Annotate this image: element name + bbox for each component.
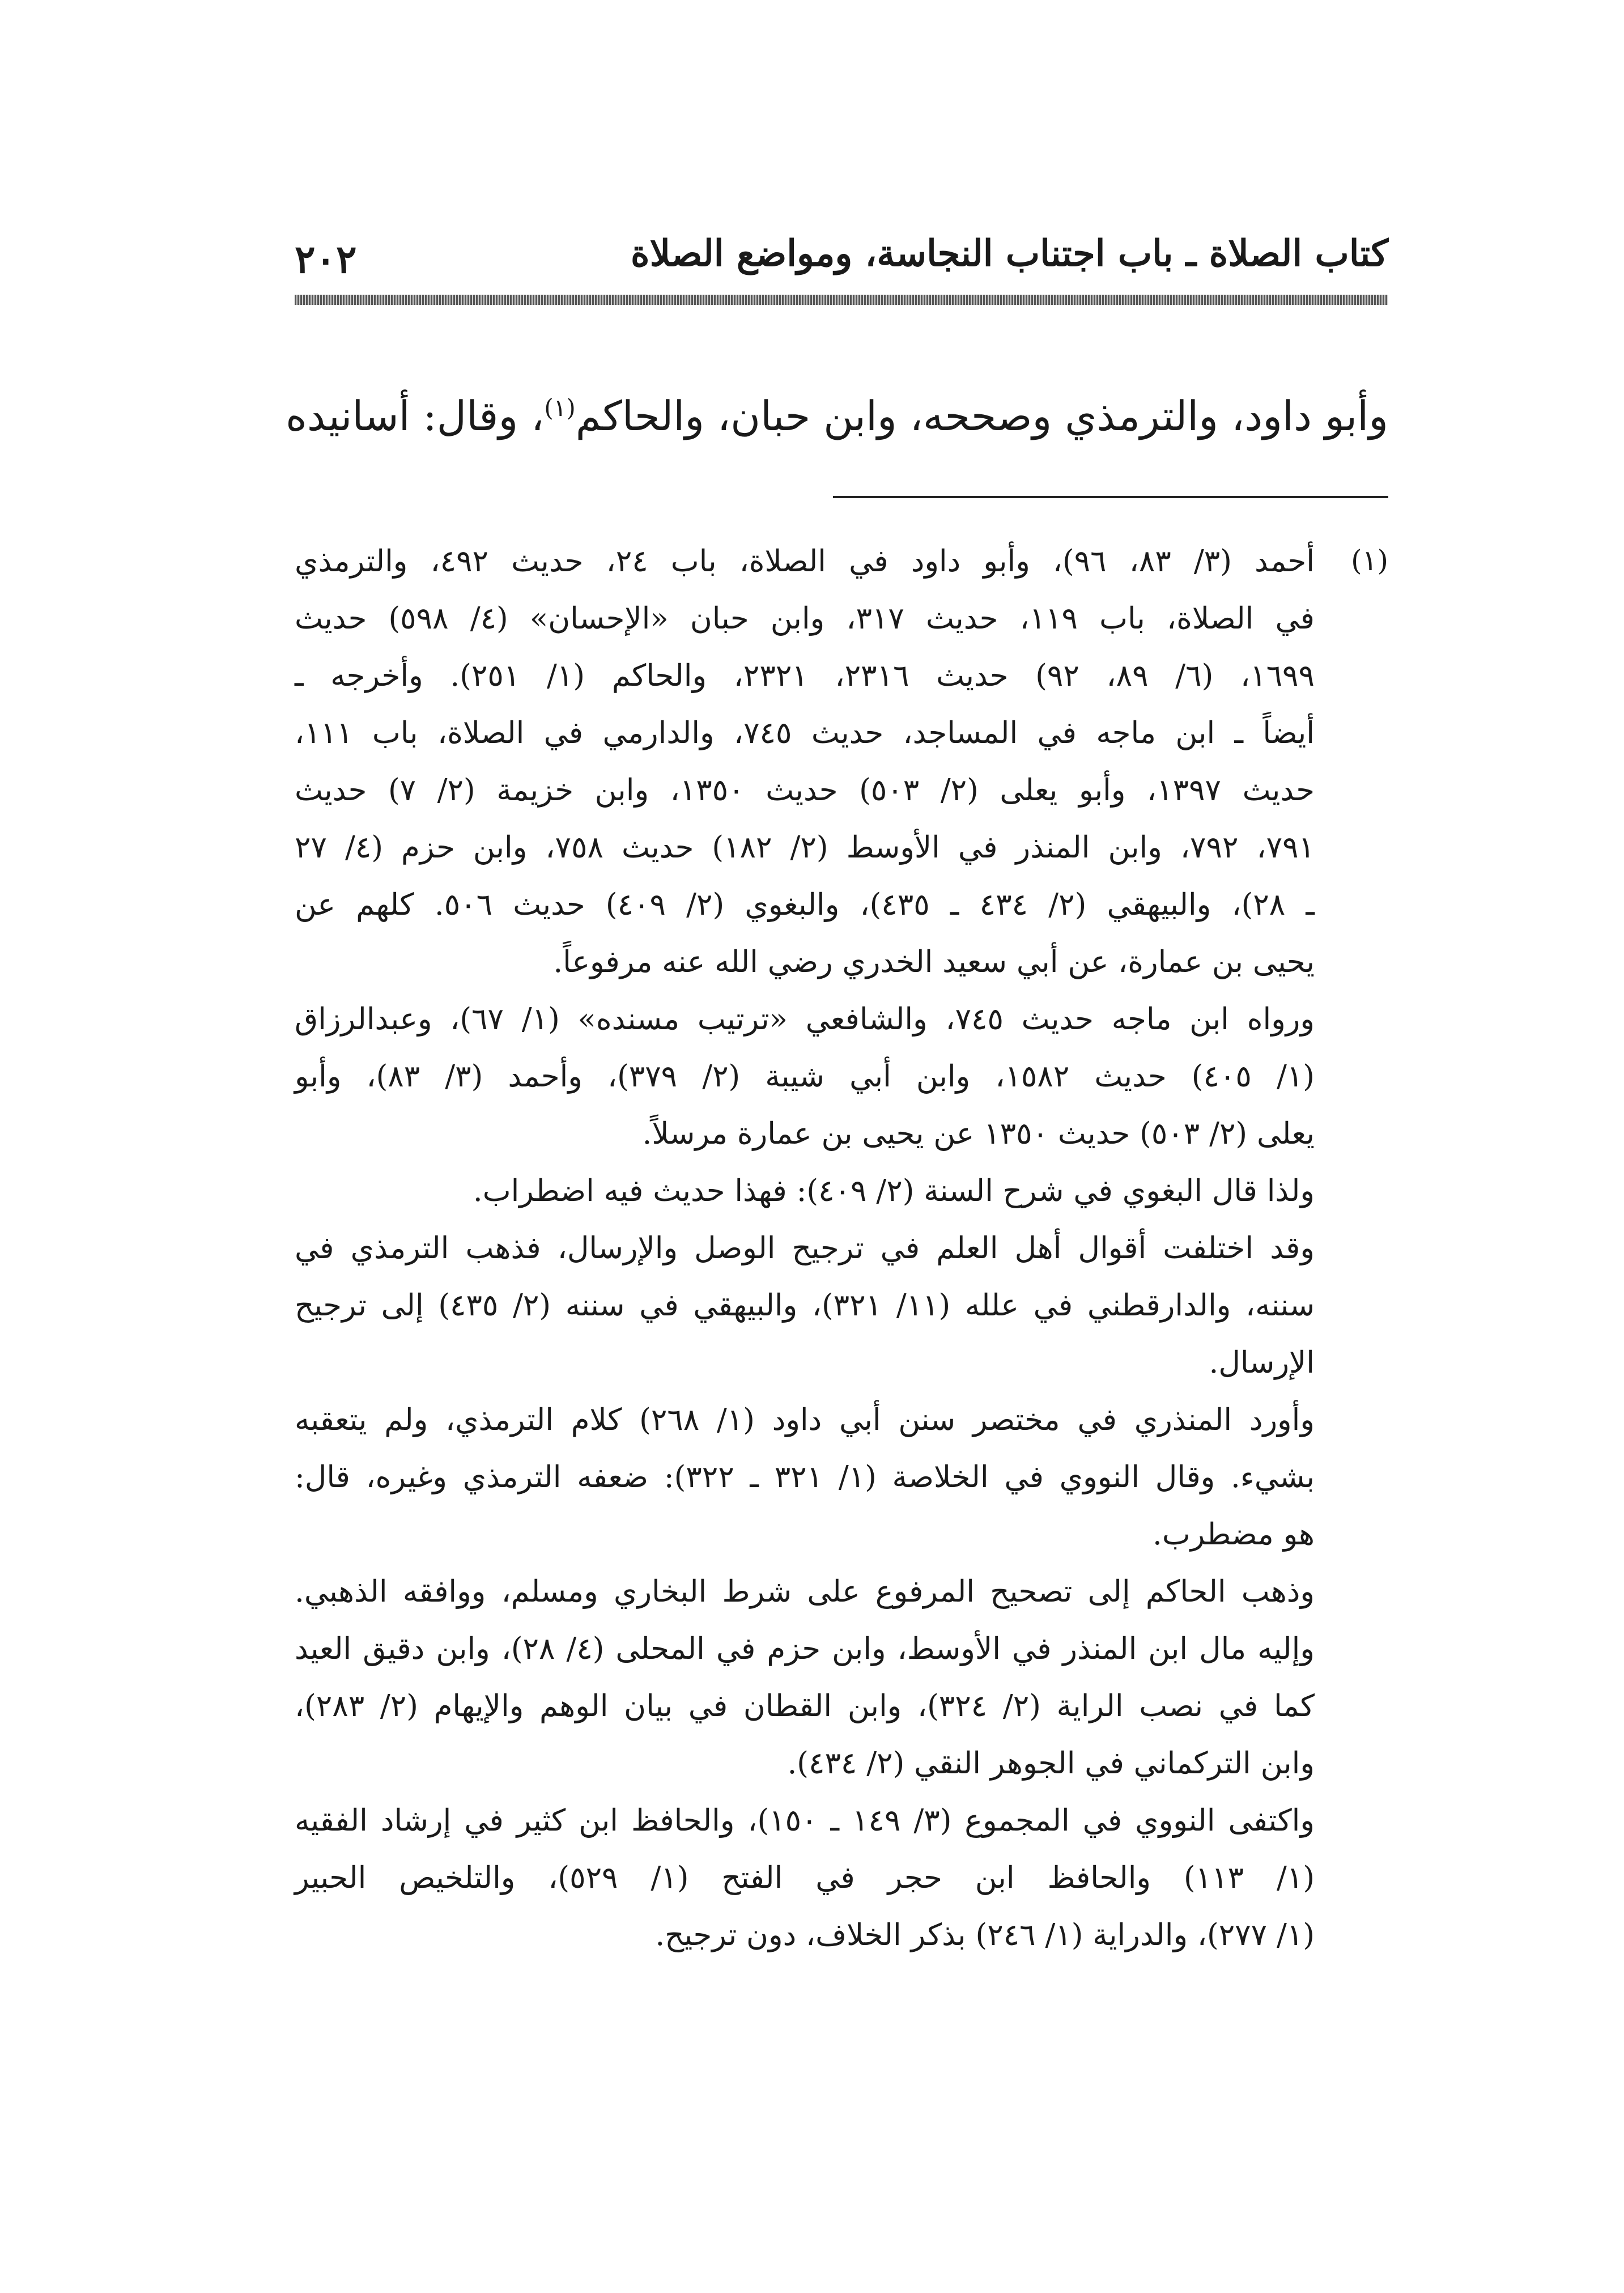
footnote-reference: (١): [544, 394, 576, 422]
footnote-line: وقد اختلفت أقوال أهل العلم في ترجيح الوصل والإرسال، فذهب الترمذي في: [295, 1231, 1315, 1266]
footnote-line: كما في نصب الراية (٢/ ٣٢٤)، وابن القطان في بيان الوهم والإيهام (٢/ ٢٨٣)،: [295, 1689, 1315, 1723]
footnote-line: يحيى بن عمارة، عن أبي سعيد الخدري رضي الله عنه مرفوعاً.: [553, 945, 1315, 979]
running-header: [295, 227, 1388, 289]
footnote-line: ١٦٩٩، (٦/ ٨٩، ٩٢) حديث ٢٣١٦، ٢٣٢١، والحاكم (١/ ٢٥١). وأخرجه ـ: [295, 659, 1315, 693]
main-text-end: ، وقال: أسانيده: [286, 392, 545, 440]
main-text-start: وأبو داود، والترمذي وصححه، وابن حبان، والحاكم: [575, 392, 1388, 440]
footnote-line: بشيء. وقال النووي في الخلاصة (١/ ٣٢١ ـ ٣٢٢): ضعفه الترمذي وغيره، قال:: [295, 1460, 1315, 1494]
footnote-line: سننه، والدارقطني في علله (١١/ ٣٢١)، والبيهقي في سننه (٢/ ٤٣٥) إلى ترجيح: [295, 1288, 1315, 1323]
footnote-line: حديث ١٣٩٧، وأبو يعلى (٢/ ٥٠٣) حديث ١٣٥٠، وابن خزيمة (٢/ ٧) حديث: [295, 773, 1315, 808]
footnote-line: ـ ٢٨)، والبيهقي (٢/ ٤٣٤ ـ ٤٣٥)، والبغوي (٢/ ٤٠٩) حديث ٥٠٦. كلهم عن: [295, 888, 1315, 922]
footnote-marker: (١): [1351, 544, 1388, 577]
footnote-line: وإليه مال ابن المنذر في الأوسط، وابن حزم في المحلى (٤/ ٢٨)، وابن دقيق العيد: [295, 1632, 1315, 1666]
footnote-line: أحمد (٣/ ٨٣، ٩٦)، وأبو داود في الصلاة، باب ٢٤، حديث ٤٩٢، والترمذي: [295, 544, 1315, 579]
footnote-line: في الصلاة، باب ١١٩، حديث ٣١٧، وابن حبان «الإحسان» (٤/ ٥٩٨) حديث: [295, 601, 1315, 636]
footnote-line: ورواه ابن ماجه حديث ٧٤٥، والشافعي «ترتيب مسنده» (١/ ٦٧)، وعبدالرزاق: [295, 1002, 1315, 1037]
footnote-line: وابن التركماني في الجوهر النقي (٢/ ٤٣٤).: [787, 1746, 1315, 1781]
footnote-block: [295, 533, 1315, 1964]
footnote-line: ٧٩١، ٧٩٢، وابن المنذر في الأوسط (٢/ ١٨٢) حديث ٧٥٨، وابن حزم (٤/ ٢٧: [295, 830, 1315, 865]
footnote-line: (١/ ٤٠٥) حديث ١٥٨٢، وابن أبي شيبة (٢/ ٣٧٩)، وأحمد (٣/ ٨٣)، وأبو: [295, 1059, 1315, 1094]
footnote-line: يعلى (٢/ ٥٠٣) حديث ١٣٥٠ عن يحيى بن عمارة مرسلاً.: [642, 1116, 1315, 1151]
footnote-line: (١/ ١١٣) والحافظ ابن حجر في الفتح (١/ ٥٢٩)، والتلخيص الحبير: [295, 1861, 1315, 1895]
footnote-line: هو مضطرب.: [1153, 1517, 1315, 1552]
header-title: كتاب الصلاة ـ باب اجتناب النجاسة، ومواضع الصلاة: [631, 232, 1388, 275]
footnote-line: ولذا قال البغوي في شرح السنة (٢/ ٤٠٩): فهذا حديث فيه اضطراب.: [473, 1174, 1315, 1208]
header-divider: [295, 295, 1388, 305]
footnote-line: الإرسال.: [1209, 1345, 1315, 1380]
page-number: ٢٠٢: [295, 237, 357, 282]
footnote-line: (١/ ٢٧٧)، والدراية (١/ ٢٤٦) بذكر الخلاف، دون ترجيح.: [655, 1918, 1315, 1952]
footnote-line: أيضاً ـ ابن ماجه في المساجد، حديث ٧٤٥، والدارمي في الصلاة، باب ١١١،: [295, 716, 1315, 750]
main-text-line: [286, 374, 1388, 450]
footnote-line: وأورد المنذري في مختصر سنن أبي داود (١/ ٢٦٨) كلام الترمذي، ولم يتعقبه: [295, 1403, 1315, 1437]
footnote-separator: [833, 496, 1388, 498]
footnote-line: واكتفى النووي في المجموع (٣/ ١٤٩ ـ ١٥٠)، والحافظ ابن كثير في إرشاد الفقيه: [295, 1803, 1315, 1838]
footnote-line: وذهب الحاكم إلى تصحيح المرفوع على شرط البخاري ومسلم، ووافقه الذهبي.: [295, 1574, 1315, 1609]
